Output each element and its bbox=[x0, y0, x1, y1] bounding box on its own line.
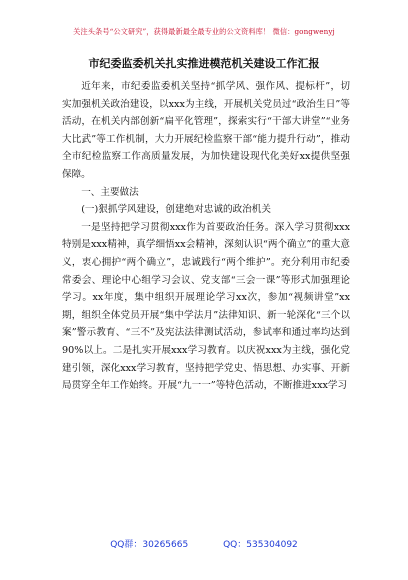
footer-qq-group: QQ群：30265665 bbox=[110, 540, 189, 550]
intro-paragraph: 近年来，市纪委监委机关坚持“抓学风、强作风、提标杆”，切实加强机关政治建设，以xxx为主线，开展机关党员过“政治生日”等活动，在机关内部创新“扁平化管理”，探索实行“干部大讲堂”“业务大比武”等工作机制，大力开展纪检监察干部“能力提升行动”，推动全市纪检监察工作高质量发展，为加快建设现代化美好xx提供坚强保障。 bbox=[62, 81, 350, 180]
subsection-heading: (一)狠抓学风建设，创建绝对忠诚的政治机关 bbox=[81, 204, 271, 216]
footer-qq: QQ：535304092 bbox=[223, 540, 298, 550]
section-heading: 一、主要做法 bbox=[81, 186, 139, 198]
header-note: 关注头条号“公文研究”，获得最新最全最专业的公文资料库！ 微信：gongwenyj bbox=[73, 27, 335, 36]
body-paragraph: 一是坚持把学习贯彻xxx作为首要政治任务。深入学习贯彻xxx特别是xxx精神，真学细悟xx会精神，深刻认识“两个确立”的重大意义，衷心拥护“两个确立”，忠诚践行“两个维护”。充分利用市纪委常委会、理论中心组学习会议、党支部“三会一课”等形式加强理论学习。xx年度，集中组织开展理论学习xx次，参加“视频讲堂”xx期，组织全体党员开展“集中学法月”法律知识、新一轮深化“三个以案”警示教育、“三不”及宪法法律测试活动，参试率和通过率均达到90%以上。二是扎实开展xxx学习教育。以庆祝xxx为主线，强化党建引领，深化xxx学习教育，坚持把学党史、悟思想、办实事、开新局贯穿全年工作始终。开展“九一一”等特色活动，不断推进xxx学习 bbox=[62, 221, 350, 392]
page-title: 市纪委监委机关扎实推进模范机关建设工作汇报 bbox=[88, 57, 320, 70]
document-body bbox=[62, 78, 350, 395]
footer-contact bbox=[0, 537, 408, 550]
